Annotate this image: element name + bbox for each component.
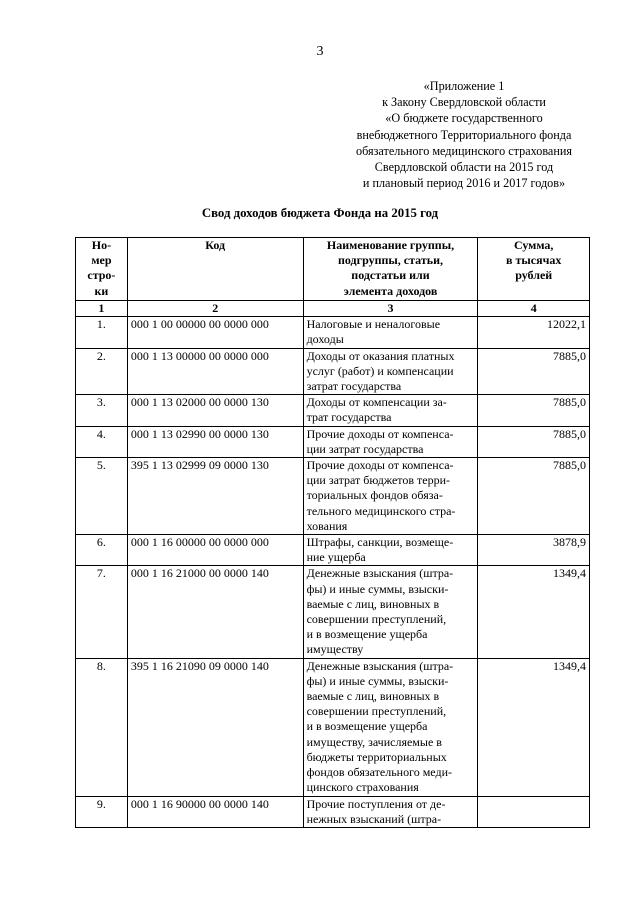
row-name [303, 395, 478, 426]
row-name-line: бюджеты территориальных [306, 749, 447, 764]
row-sum: 1349,4 [478, 566, 590, 658]
row-name-line: и в возмещение ущерба [306, 719, 428, 734]
header-sum: Сумма, в тысячах рублей [478, 238, 590, 301]
row-name-line: Прочие доходы от компенса- [306, 458, 454, 473]
row-sum: 7885,0 [478, 395, 590, 426]
row-name-line: Доходы от оказания платных [306, 348, 455, 363]
row-name-line: трат государства [306, 410, 392, 425]
document-title: Свод доходов бюджета Фонда на 2015 год [201, 206, 439, 220]
row-name-line: Прочие доходы от компенса- [306, 426, 454, 441]
row-sum [478, 796, 590, 827]
row-sum: 7885,0 [478, 458, 590, 535]
row-code: 000 1 13 00000 00 0000 000 [127, 348, 303, 395]
row-number: 3. [76, 395, 128, 426]
row-name-line: имуществу, зачисляемые в [306, 734, 442, 749]
row-name-line: Денежные взыскания (штра- [306, 566, 454, 581]
row-name [303, 566, 478, 658]
column-number-row [76, 301, 590, 317]
row-name-line: фондов обязательного меди- [306, 765, 452, 780]
header-name: Наименование группы, подгруппы, статьи, подстатьи или элемента доходов [303, 238, 478, 301]
row-sum: 3878,9 [478, 535, 590, 566]
row-code: 395 1 13 02999 09 0000 130 [127, 458, 303, 535]
row-number: 8. [76, 658, 128, 796]
table-header-row [76, 238, 590, 301]
row-name-line: имуществу [306, 642, 364, 657]
row-sum: 12022,1 [478, 317, 590, 348]
table-row [76, 317, 590, 348]
row-sum: 7885,0 [478, 426, 590, 457]
row-name [303, 658, 478, 796]
row-name-line: цинского страхования [306, 780, 419, 795]
row-name [303, 348, 478, 395]
row-name-line: ториальных фондов обяза- [306, 488, 443, 503]
row-name [303, 317, 478, 348]
appendix-line: «Приложение 1 [423, 79, 505, 93]
row-number: 5. [76, 458, 128, 535]
table-row [76, 395, 590, 426]
column-number: 3 [303, 301, 478, 317]
table-row [76, 348, 590, 395]
row-code: 000 1 16 00000 00 0000 000 [127, 535, 303, 566]
row-name-line: ваемые с лиц, виновных в [306, 596, 440, 611]
table-row [76, 566, 590, 658]
row-name-line: ваемые с лиц, виновных в [306, 689, 440, 704]
page-number: 3 [316, 44, 324, 59]
row-code: 000 1 13 02000 00 0000 130 [127, 395, 303, 426]
row-name-line: нежных взысканий (штра- [306, 811, 442, 826]
row-number: 9. [76, 796, 128, 827]
row-name-line: Доходы от компенсации за- [306, 395, 447, 410]
table-row [76, 458, 590, 535]
appendix-note [330, 78, 598, 191]
row-name-line: услуг (работ) и компенсации [306, 363, 454, 378]
row-name-line: фы) и иные суммы, взыски- [306, 581, 449, 596]
row-code: 395 1 16 21090 09 0000 140 [127, 658, 303, 796]
appendix-line: и плановый период 2016 и 2017 годов» [362, 176, 566, 191]
row-name-line: Штрафы, санкции, возмеще- [306, 535, 454, 550]
row-name-line: Денежные взыскания (штра- [306, 658, 454, 673]
column-number: 1 [76, 301, 128, 317]
row-sum: 1349,4 [478, 658, 590, 796]
appendix-line: «О бюджете государственного [385, 111, 543, 126]
table-row [76, 426, 590, 457]
row-number: 1. [76, 317, 128, 348]
row-name-line: ции затрат бюджетов терри- [306, 473, 451, 488]
row-name-line: доходы [306, 332, 344, 347]
row-code: 000 1 16 90000 00 0000 140 [127, 796, 303, 827]
row-name [303, 458, 478, 535]
appendix-line: Свердловской области на 2015 год [374, 160, 554, 175]
row-name-line: и в возмещение ущерба [306, 627, 428, 642]
table-row [76, 796, 590, 827]
row-sum: 7885,0 [478, 348, 590, 395]
row-name [303, 535, 478, 566]
row-code: 000 1 13 02990 00 0000 130 [127, 426, 303, 457]
table-row [76, 658, 590, 796]
row-name [303, 426, 478, 457]
appendix-line: обязательного медицинского страхования [356, 143, 572, 158]
row-name-line: Налоговые и неналоговые [306, 317, 441, 332]
revenue-table [75, 237, 590, 828]
table-row [76, 535, 590, 566]
appendix-line: внебюджетного Территориального фонда [356, 127, 572, 142]
row-name-line: совершении преступлений, [306, 612, 447, 627]
row-name-line: совершении преступлений, [306, 704, 447, 719]
row-number: 2. [76, 348, 128, 395]
row-name-line: ции затрат государства [306, 441, 424, 456]
row-number: 6. [76, 535, 128, 566]
row-name-line: ние ущерба [306, 550, 366, 565]
row-code: 000 1 00 00000 00 0000 000 [127, 317, 303, 348]
column-number: 4 [478, 301, 590, 317]
header-code: Код [127, 238, 303, 301]
row-number: 7. [76, 566, 128, 658]
row-name-line: фы) и иные суммы, взыски- [306, 673, 449, 688]
row-name-line: тельного медицинского стра- [306, 503, 456, 518]
column-number: 2 [127, 301, 303, 317]
row-code: 000 1 16 21000 00 0000 140 [127, 566, 303, 658]
row-name-line: затрат государства [306, 379, 402, 394]
appendix-line: к Закону Свердловской области [382, 95, 546, 110]
row-number: 4. [76, 426, 128, 457]
row-name [303, 796, 478, 827]
row-name-line: Прочие поступления от де- [306, 796, 446, 811]
header-row-number: Но- мер стро- ки [76, 238, 128, 301]
row-name-line: хования [306, 518, 348, 533]
